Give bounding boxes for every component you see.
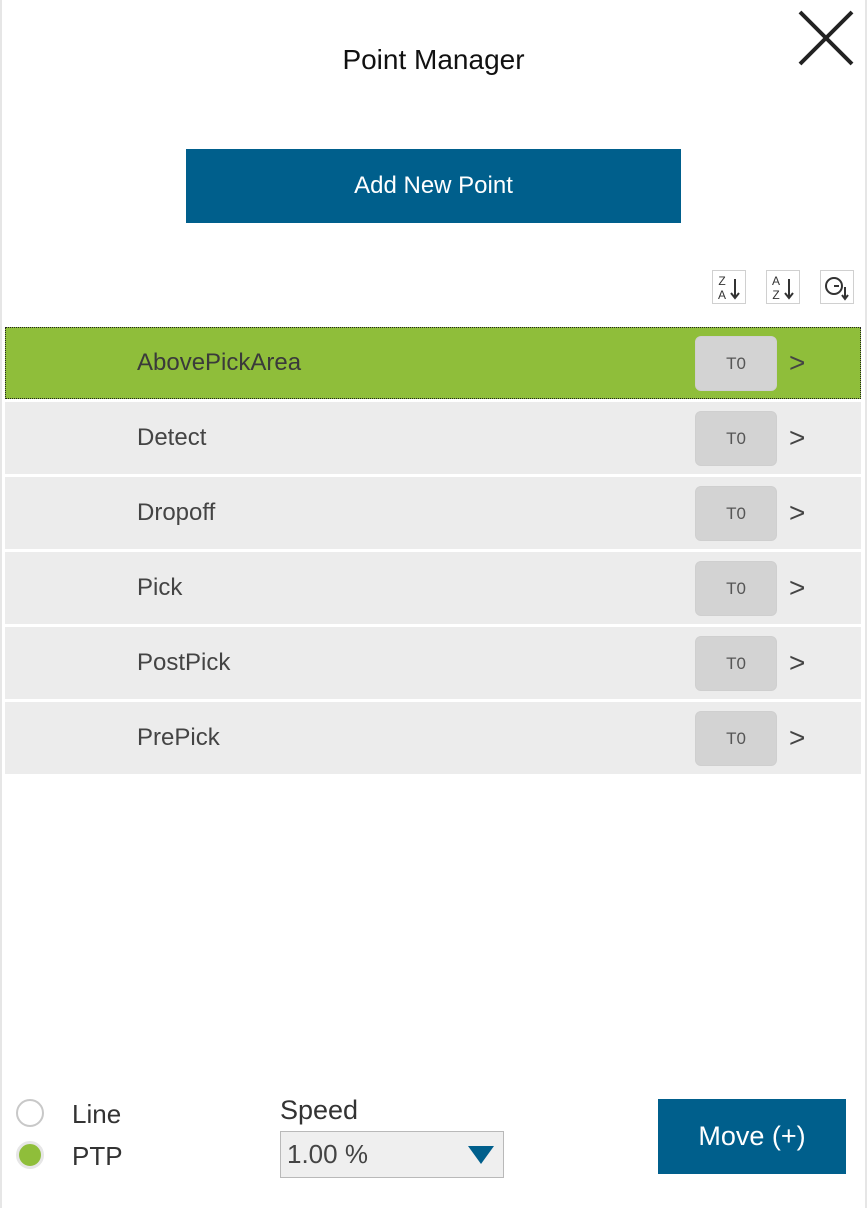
left-edge: [0, 0, 2, 1208]
tool-badge[interactable]: T0: [695, 411, 777, 466]
tool-badge[interactable]: T0: [695, 711, 777, 766]
tool-badge[interactable]: T0: [695, 486, 777, 541]
point-list: [5, 327, 861, 777]
tool-badge[interactable]: T0: [695, 336, 777, 391]
point-row[interactable]: [5, 702, 861, 774]
clock-sort-icon: [821, 271, 853, 303]
close-icon: [796, 8, 856, 68]
speed-value: 1.00 %: [287, 1139, 368, 1169]
radio-line[interactable]: [14, 1096, 174, 1138]
speed-dropdown[interactable]: [280, 1131, 504, 1178]
svg-text:A: A: [717, 288, 727, 302]
radio-ptp-label: PTP: [72, 1141, 123, 1171]
point-name: PostPick: [137, 649, 231, 676]
chevron-right-icon[interactable]: >: [789, 572, 806, 603]
point-name: AbovePickArea: [137, 349, 302, 376]
chevron-right-icon[interactable]: >: [789, 647, 806, 678]
radio-line-label: Line: [72, 1099, 122, 1129]
svg-text:A: A: [771, 274, 781, 288]
point-row[interactable]: [5, 327, 861, 399]
sort-z-a-icon: [713, 271, 745, 303]
point-row[interactable]: [5, 477, 861, 549]
chevron-right-icon[interactable]: >: [789, 497, 806, 528]
radio-line-circle[interactable]: [16, 1099, 44, 1127]
sort-a-z-icon: [767, 271, 799, 303]
point-name: Pick: [137, 574, 183, 601]
point-row[interactable]: [5, 552, 861, 624]
sort-descending-button[interactable]: [712, 270, 746, 304]
tool-badge[interactable]: T0: [695, 636, 777, 691]
radio-ptp[interactable]: [14, 1138, 174, 1180]
triangle-down-icon: [467, 1145, 495, 1165]
page-title: Point Manager: [342, 44, 525, 75]
svg-text:Z: Z: [772, 288, 780, 302]
point-row[interactable]: [5, 402, 861, 474]
tool-badge[interactable]: T0: [695, 561, 777, 616]
point-name: Detect: [137, 424, 207, 451]
motion-type-group: [14, 1096, 174, 1180]
chevron-right-icon[interactable]: >: [789, 422, 806, 453]
close-button[interactable]: [796, 8, 856, 68]
add-new-point-button[interactable]: Add New Point: [186, 149, 681, 223]
sort-toolbar: [710, 270, 860, 306]
radio-ptp-circle[interactable]: [16, 1141, 44, 1169]
svg-text:Z: Z: [718, 274, 726, 288]
point-name: Dropoff: [137, 499, 216, 526]
chevron-right-icon[interactable]: >: [789, 347, 806, 378]
point-row[interactable]: [5, 627, 861, 699]
sort-by-time-button[interactable]: [820, 270, 854, 304]
chevron-right-icon[interactable]: >: [789, 722, 806, 753]
sort-ascending-button[interactable]: [766, 270, 800, 304]
move-plus-button[interactable]: Move (+): [658, 1099, 846, 1174]
point-name: PrePick: [137, 724, 220, 751]
speed-label: Speed: [280, 1095, 359, 1125]
